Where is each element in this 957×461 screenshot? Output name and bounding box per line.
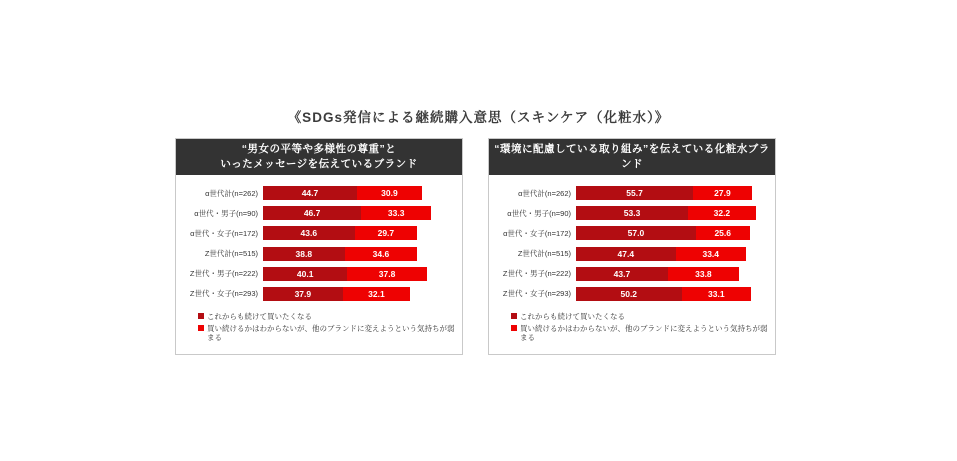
bar-row (495, 284, 761, 304)
bar-row (495, 244, 761, 264)
category-label: α世代・男子(n=90) (507, 208, 571, 218)
bar-segment: 43.6 (263, 226, 355, 240)
bar-row (182, 223, 448, 243)
legend-swatch (511, 313, 517, 319)
bar-rows (176, 175, 462, 306)
category-label: Z世代・男子(n=222) (189, 269, 258, 279)
page-title: 《SDGs発信による継続購入意思（スキンケア（化粧水）》 (287, 110, 670, 125)
bar-row (182, 284, 448, 304)
bar-rows (489, 175, 775, 306)
bar-row (182, 264, 448, 284)
bar-segment: 25.6 (696, 226, 750, 240)
legend (489, 306, 775, 354)
bar-segment: 50.2 (576, 287, 682, 301)
category-label: Z世代計(n=515) (517, 249, 571, 259)
bar-track (263, 186, 448, 200)
legend-item (198, 312, 456, 321)
bar-segment: 37.8 (347, 267, 426, 281)
bar-segment: 38.8 (263, 247, 345, 261)
category-label: α世代・男子(n=90) (194, 208, 258, 218)
bar-segment: 33.3 (361, 206, 431, 220)
bar-segment: 46.7 (263, 206, 361, 220)
bar-segment: 32.2 (688, 206, 756, 220)
bar-segment: 32.1 (343, 287, 410, 301)
bar-segment: 40.1 (263, 267, 347, 281)
legend-swatch (511, 325, 517, 331)
category-label: α世代・女子(n=172) (190, 228, 258, 238)
bar-track (576, 247, 761, 261)
bar-segment: 29.7 (355, 226, 417, 240)
legend-item (511, 312, 769, 321)
bar-segment: 57.0 (576, 226, 696, 240)
bar-track (263, 206, 448, 220)
chart-header-line: “男女の平等や多様性の尊重”と (241, 143, 397, 156)
bar-row (182, 244, 448, 264)
bar-segment: 43.7 (576, 267, 668, 281)
chart-header-line: いったメッセージを伝えているブランド (220, 158, 418, 170)
category-label: α世代計(n=262) (518, 188, 571, 198)
bar-segment: 33.4 (676, 247, 746, 261)
chart-panel-right (488, 138, 776, 355)
category-label: Z世代・男子(n=222) (502, 269, 571, 279)
bar-segment: 47.4 (576, 247, 676, 261)
chart-panels (175, 138, 776, 355)
bar-track (263, 226, 448, 240)
bar-track (576, 186, 761, 200)
bar-track (263, 287, 448, 301)
chart-header-left (176, 139, 462, 175)
legend-label: これからも続けて買いたくなる (207, 312, 312, 321)
legend-label: 買い続けるかはわからないが、他のブランドに変えようという気持ちが弱まる (520, 324, 768, 342)
legend-label: これからも続けて買いたくなる (520, 312, 625, 321)
bar-segment: 55.7 (576, 186, 693, 200)
bar-segment: 30.9 (357, 186, 422, 200)
bar-track (263, 267, 448, 281)
legend-swatch (198, 313, 204, 319)
bar-segment: 27.9 (693, 186, 752, 200)
bar-row (495, 264, 761, 284)
chart-header-line: “環境に配慮している取り組み”を伝えている化粧水ブランド (494, 143, 770, 170)
bar-row (182, 203, 448, 223)
bar-track (576, 206, 761, 220)
legend-item (511, 324, 769, 342)
legend-item (198, 324, 456, 342)
bar-row (495, 203, 761, 223)
category-label: α世代・女子(n=172) (503, 228, 571, 238)
bar-segment: 44.7 (263, 186, 357, 200)
bar-row (495, 223, 761, 243)
bar-segment: 37.9 (263, 287, 343, 301)
bar-track (576, 287, 761, 301)
bar-segment: 53.3 (576, 206, 688, 220)
chart-header-right (489, 139, 775, 175)
bar-segment: 33.8 (668, 267, 739, 281)
bar-track (576, 226, 761, 240)
legend-label: 買い続けるかはわからないが、他のブランドに変えようという気持ちが弱まる (207, 324, 455, 342)
bar-segment: 34.6 (345, 247, 418, 261)
bar-track (576, 267, 761, 281)
category-label: Z世代・女子(n=293) (502, 289, 571, 299)
bar-row (495, 183, 761, 203)
bar-segment: 33.1 (682, 287, 752, 301)
category-label: α世代計(n=262) (205, 188, 258, 198)
chart-panel-left (175, 138, 463, 355)
bar-row (182, 183, 448, 203)
category-label: Z世代計(n=515) (204, 249, 258, 259)
bar-track (263, 247, 448, 261)
legend-swatch (198, 325, 204, 331)
legend (176, 306, 462, 354)
category-label: Z世代・女子(n=293) (189, 289, 258, 299)
